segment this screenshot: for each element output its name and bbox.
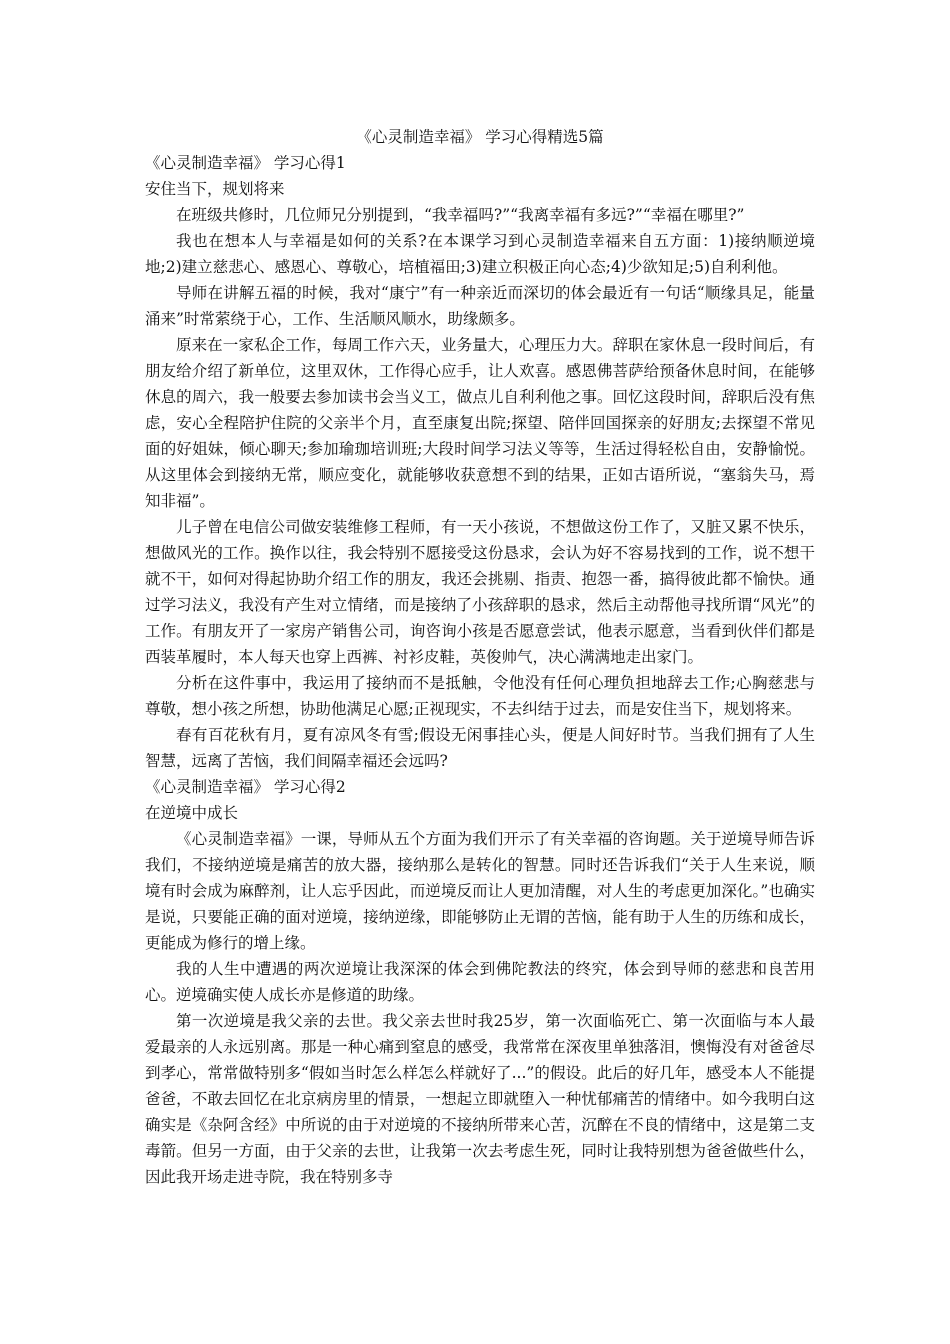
section-heading: 《心灵制造幸福》 学习心得2 bbox=[145, 778, 346, 796]
section-subtitle: 安住当下，规划将来 bbox=[145, 180, 285, 198]
paragraph: 原来在一家私企工作，每周工作六天，业务量大，心理压力大。辞职在家休息一段时间后，有朋友给介绍了新单位，这里双休，工作得心应手，让人欢喜。感恩佛菩萨给预备休息时间，在能够休息的周六，我一般要去参加读书会当义工，做点儿自利利他之事。回忆这段时间，辞职后没有焦虑，安心全程陪护住院的父亲半个月，直至康复出院;探望、陪伴回国探亲的好朋友;去探望不常见面的好姐妹，倾心聊天;参加瑜珈培训班;大段时间学习法义等等，生活过得轻松自由，安静愉悦。从这里体会到接纳无常，顺应变化，就能够收获意想不到的结果，正如古语所说，“塞翁失马，焉知非福”。 bbox=[145, 336, 815, 510]
section-subtitle: 在逆境中成长 bbox=[145, 804, 239, 822]
document-title: 《心灵制造幸福》 学习心得精选5篇 bbox=[356, 128, 604, 146]
section-1 bbox=[145, 150, 815, 774]
paragraph: 儿子曾在电信公司做安装维修工程师，有一天小孩说，不想做这份工作了，又脏又累不快乐，想做风光的工作。换作以往，我会特别不愿接受这份恳求，会认为好不容易找到的工作，说不想干就不干，如何对得起协助介绍工作的朋友，我还会挑剔、指责、抱怨一番，搞得彼此都不愉快。通过学习法义，我没有产生对立情绪，而是接纳了小孩辞职的恳求，然后主动帮他寻找所谓“风光”的工作。有朋友开了一家房产销售公司，询咨询小孩是否愿意尝试，他表示愿意，当看到伙伴们都是西装革履时，本人每天也穿上西裤、衬衫皮鞋，英俊帅气，决心满满地走出家门。 bbox=[145, 518, 815, 666]
paragraph: 我的人生中遭遇的两次逆境让我深深的体会到佛陀教法的终究，体会到导师的慈悲和良苦用心。逆境确实使人成长亦是修道的助缘。 bbox=[145, 960, 815, 1004]
paragraph: 导师在讲解五福的时候，我对“康宁”有一种亲近而深切的体会最近有一句话“顺缘具足，能量涌来”时常萦绕于心，工作、生活顺风顺水，助缘颇多。 bbox=[145, 284, 815, 328]
paragraph: 在班级共修时，几位师兄分别提到，“我幸福吗?”“我离幸福有多远?”“幸福在哪里?” bbox=[176, 206, 745, 224]
paragraph: 第一次逆境是我父亲的去世。我父亲去世时我25岁，第一次面临死亡、第一次面临与本人最爱最亲的人永远别离。那是一种心痛到窒息的感受，我常常在深夜里单独落泪，懊悔没有对爸爸尽到孝心，常常做特别多“假如当时怎么样怎么样就好了...”的假设。此后的好几年，感受本人不能提爸爸，不敢去回忆在北京病房里的情景，一想起立即就堕入一种忧郁痛苦的情绪中。如今我明白这确实是《杂阿含经》中所说的由于对逆境的不接纳所带来心苦，沉醉在不良的情绪中，这是第二支毒箭。但另一方面，由于父亲的去世，让我第一次去考虑生死，同时让我特别想为爸爸做些什么，因此我开场走进寺院，我在特别多寺 bbox=[145, 1012, 815, 1186]
paragraph: 我也在想本人与幸福是如何的关系?在本课学习到心灵制造幸福来自五方面：1)接纳顺逆境地;2)建立慈悲心、感恩心、尊敬心，培植福田;3)建立积极正向心态;4)少欲知足;5)自利利他。 bbox=[145, 232, 815, 276]
document-page bbox=[145, 124, 815, 1190]
section-heading: 《心灵制造幸福》 学习心得1 bbox=[145, 154, 346, 172]
paragraph: 《心灵制造幸福》一课，导师从五个方面为我们开示了有关幸福的咨询题。关于逆境导师告诉我们，不接纳逆境是痛苦的放大器，接纳那么是转化的智慧。同时还告诉我们“关于人生来说，顺境有时会成为麻醉剂，让人忘乎因此，而逆境反而让人更加清醒，对人生的考虑更加深化。”也确实是说，只要能正确的面对逆境，接纳逆缘，即能够防止无谓的苦恼，能有助于人生的历练和成长，更能成为修行的增上缘。 bbox=[145, 830, 815, 952]
paragraph: 分析在这件事中，我运用了接纳而不是抵触，令他没有任何心理负担地辞去工作;心胸慈悲与尊敬，想小孩之所想，协助他满足心愿;正视现实，不去纠结于过去，而是安住当下，规划将来。 bbox=[145, 674, 815, 718]
paragraph: 春有百花秋有月，夏有凉风冬有雪;假设无闲事挂心头，便是人间好时节。当我们拥有了人生智慧，远离了苦恼，我们间隔幸福还会远吗? bbox=[145, 726, 815, 770]
section-2 bbox=[145, 774, 815, 1190]
